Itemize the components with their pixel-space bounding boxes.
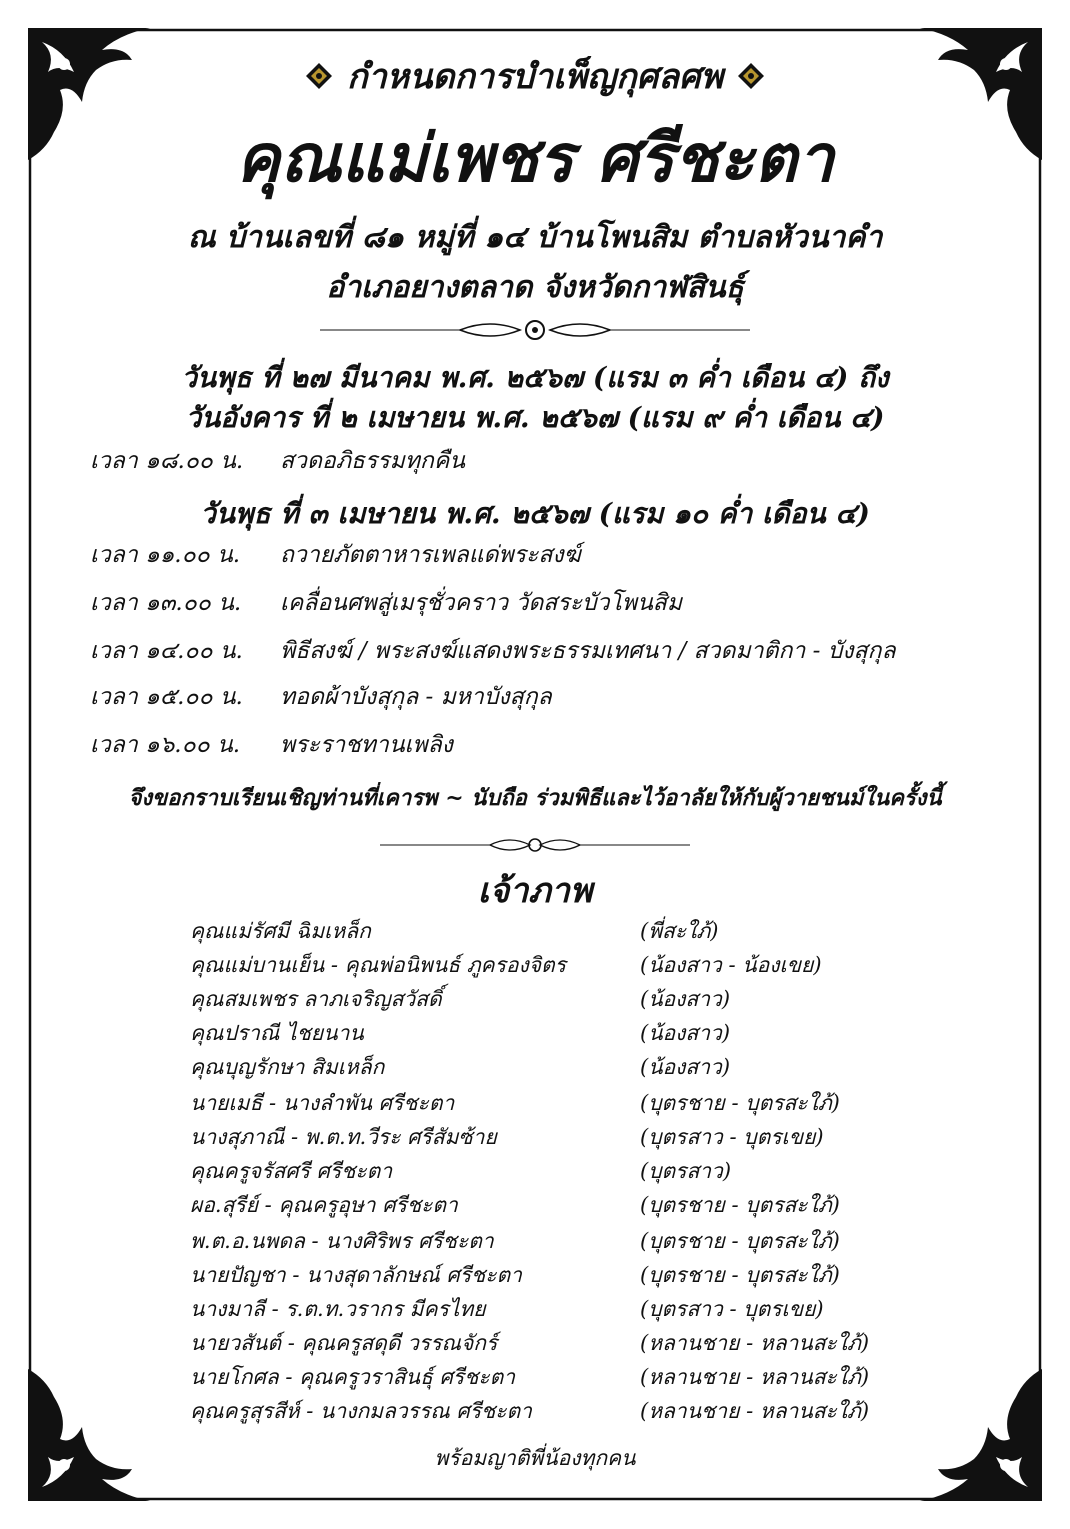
host-row [190,1188,950,1222]
schedule-time: เวลา ๑๘.๐๐ น. [90,448,244,474]
host-relation: (พี่สะใภ้) [640,919,719,943]
footer-text: พร้อมญาติพี่น้องทุกคน [434,1446,636,1470]
host-relation: (น้องสาว - น้องเขย) [640,953,822,977]
schedule-row [90,538,581,572]
host-name: คุณสมเพชร ลาภเจริญสวัสดิ์ [190,987,442,1011]
host-name: นางมาลี - ร.ต.ท.วรากร มีครไทย [190,1297,486,1321]
host-name: พ.ต.อ.นพดล - นางศิริพร ศรีชะตา [190,1229,494,1253]
host-relation: (บุตรชาย - บุตรสะใภ้) [640,1263,840,1287]
host-name: นางสุภาณี - พ.ต.ท.วีระ ศรีสัมซ้าย [190,1125,497,1149]
host-name: นายปัญชา - นางสุดาลักษณ์ ศรีชะตา [190,1263,522,1287]
host-row [190,1050,950,1084]
schedule-event: ถวายภัตตาหารเพลแด่พระสงฆ์ [280,542,581,568]
schedule-event: เคลื่อนศพสู่เมรุชั่วคราว วัดสระบัวโพนสิม [280,590,683,616]
header [0,50,1070,102]
host-relation: (หลานชาย - หลานสะใภ้) [640,1399,870,1423]
schedule-row [90,728,453,762]
schedule-time: เวลา ๑๓.๐๐ น. [90,590,242,616]
host-relation: (บุตรชาย - บุตรสะใภ้) [640,1091,840,1115]
host-row [190,1086,950,1120]
host-name: นายเมธี - นางลำพัน ศรีชะตา [190,1091,455,1115]
address-line-1: ณ บ้านเลขที่ ๘๑ หมู่ที่ ๑๔ บ้านโพนสิม ตำบลหัวนาคำ [187,220,883,255]
host-row [190,1120,950,1154]
schedule-time: เวลา ๑๔.๐๐ น. [90,638,243,664]
schedule-row [90,680,552,714]
deceased-name: คุณแม่เพชร ศรีชะตา [235,119,835,197]
schedule-time: เวลา ๑๑.๐๐ น. [90,542,241,568]
host-relation: (หลานชาย - หลานสะใภ้) [640,1331,870,1355]
cremation-day: วันพุธ ที่ ๓ เมษายน พ.ศ. ๒๕๖๗ (แรม ๑๐ ค่ำ เดือน ๔) [200,497,870,530]
host-relation: (น้องสาว) [640,1021,731,1045]
host-row [190,1154,950,1188]
host-row [190,1292,950,1326]
schedule-event: พิธีสงฆ์ / พระสงฆ์แสดงพระธรรมเทศนา / สวดมาติกา - บังสุกุล [280,638,896,664]
host-name: ผอ.สุรีย์ - คุณครูอุษา ศรีชะตา [190,1193,458,1217]
host-row [190,1394,950,1428]
host-relation: (บุตรชาย - บุตรสะใภ้) [640,1193,840,1217]
host-name: คุณแม่บานเย็น - คุณพ่อนิพนธ์ ภูครองจิตร [190,953,566,977]
host-name: คุณครูจรัสศรี ศรีชะตา [190,1159,393,1183]
host-name: คุณปราณี ไชยนาน [190,1021,364,1045]
schedule-event: พระราชทานเพลิง [280,732,453,758]
host-relation: (น้องสาว) [640,987,731,1011]
host-relation: (หลานชาย - หลานสะใภ้) [640,1365,870,1389]
invitation-text: จึงขอกราบเรียนเชิญท่านที่เคารพ ~ นับถือ ร่วมพิธีและไว้อาลัยให้กับผู้วายชนม์ในครั้งนี้ [128,785,942,811]
header-title: กำหนดการบำเพ็ญกุศลศพ [346,57,724,97]
host-name: นายวสันต์ - คุณครูสดุดี วรรณจักร์ [190,1331,498,1355]
host-row [190,1258,950,1292]
schedule-event: สวดอภิธรรมทุกคืน [280,448,465,474]
address-line-2: อำเภอยางตลาด จังหวัดกาฬสินธุ์ [326,270,744,305]
host-name: คุณบุญรักษา สิมเหล็ก [190,1055,385,1079]
schedule-row [90,586,682,620]
corner-ornament-icon [24,1365,154,1505]
host-row [190,1224,950,1258]
host-relation: (บุตรสาว) [640,1159,732,1183]
schedule-row-nightly [90,444,465,478]
host-relation: (บุตรชาย - บุตรสะใภ้) [640,1229,840,1253]
host-relation: (บุตรสาว - บุตรเขย) [640,1297,824,1321]
host-row [190,1016,950,1050]
host-name: คุณครูสุรสีห์ - นางกมลวรรณ ศรีชะตา [190,1399,532,1423]
host-row [190,948,950,982]
host-name: นายโกศล - คุณครูวราสินธุ์ ศรีชะตา [190,1365,516,1389]
ornament-divider-icon [380,832,690,858]
host-row [190,1360,950,1394]
period-end: วันอังคาร ที่ ๒ เมษายน พ.ศ. ๒๕๖๗ (แรม ๙ ค่ำ เดือน ๔) [185,401,885,434]
period-start: วันพุธ ที่ ๒๗ มีนาคม พ.ศ. ๒๕๖๗ (แรม ๓ ค่ำ เดือน ๔) ถึง [181,361,889,394]
schedule-event: ทอดผ้าบังสุกุล - มหาบังสุกุล [280,684,552,710]
host-row [190,1326,950,1360]
ornament-divider-icon [320,316,750,344]
host-relation: (บุตรสาว - บุตรเขย) [640,1125,824,1149]
hosts-title: เจ้าภาพ [477,871,593,911]
schedule-time: เวลา ๑๖.๐๐ น. [90,732,241,758]
schedule-time: เวลา ๑๕.๐๐ น. [90,684,243,710]
host-name: คุณแม่รัศมี ฉิมเหล็ก [190,919,371,943]
host-row [190,914,950,948]
host-row [190,982,950,1016]
schedule-row [90,634,896,668]
host-relation: (น้องสาว) [640,1055,731,1079]
diamond-flower-icon [737,62,765,90]
diamond-flower-icon [305,62,333,90]
